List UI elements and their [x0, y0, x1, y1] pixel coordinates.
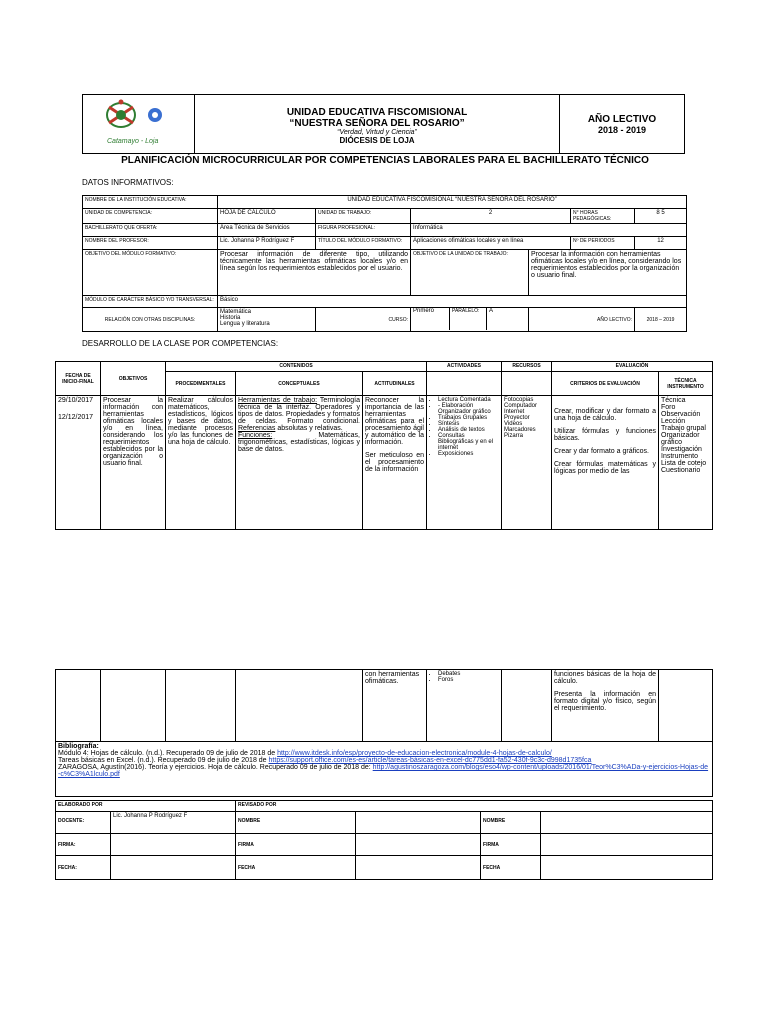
date-start: 29/10/2017 — [58, 397, 94, 404]
bibliography-text: Tareas básicas en Excel. (n.d.). Recuperado 09 de julio de 2018 de — [58, 757, 269, 764]
section-dev-label: DESARROLLO DE LA CLASE POR COMPETENCIAS: — [82, 339, 279, 348]
conceptual-references-text: absolutas y relativas. — [277, 425, 343, 432]
work-unit-value: 2 — [411, 209, 571, 224]
resource-item: Computador — [504, 403, 538, 409]
cont-conceptual — [236, 670, 363, 742]
activities-cell — [427, 396, 502, 530]
relation-values — [218, 308, 316, 332]
institution-title: UNIDAD EDUCATIVA FISCOMISIONAL — [286, 106, 468, 118]
signature-label-2: FIRMA — [236, 834, 356, 856]
date-end: 12/12/2017 — [58, 414, 94, 421]
activity-item: • Lectura Comentada — [438, 397, 499, 403]
header-contents: CONTENIDOS — [166, 362, 427, 372]
relation-label: RELACIÓN CON OTRAS DISCIPLINAS: — [83, 308, 218, 332]
school-motto: “Verdad, Virtud y Ciencia” — [337, 128, 417, 136]
resource-item: Internet — [504, 409, 525, 415]
header-evaluation: EVALUACIÓN — [552, 362, 713, 372]
name-value-2 — [541, 812, 713, 834]
continuation-table — [55, 669, 713, 797]
header-resources: RECURSOS — [502, 362, 552, 372]
teacher-label: NOMBRE DEL PROFESOR: — [83, 237, 218, 250]
technique-item: Investigación — [661, 446, 702, 453]
bibliography-entry — [58, 764, 710, 778]
objective-cell: Procesar la información con herramientas ofimáticas locales y/o en línea, considerando los requerimientos establecidos por la organización o usuario final. — [101, 396, 166, 530]
cont-resources — [502, 670, 552, 742]
prepared-label: ELABORADO POR — [56, 801, 236, 812]
bibliography-label: Bibliografía: — [58, 743, 99, 750]
header-activities-blank — [427, 372, 502, 396]
criteria-item: Presenta la información en formato digital y/o físico, según el requerimiento. — [554, 691, 656, 712]
activity-item: • Síntesis — [438, 421, 499, 427]
technique-item: Cuestionario — [661, 467, 701, 474]
parallel-value: A — [486, 308, 493, 330]
technique-item: Foro — [661, 404, 676, 411]
cont-criteria — [552, 670, 659, 742]
resource-item: Fotocopias — [504, 397, 534, 403]
relation-item: Lengua y literatura — [220, 321, 270, 327]
conceptual-cell — [236, 396, 363, 530]
cont-attitudinal: con herramientas ofimáticas. — [363, 670, 427, 742]
header-attitudinal: ACTITUDINALES — [363, 372, 427, 396]
date-label: FECHA: — [56, 856, 111, 880]
module-type-value: Básico — [218, 296, 687, 308]
signature-label: FIRMA: — [56, 834, 111, 856]
activity-item: • Exposiciones — [438, 451, 499, 457]
institution-value: UNIDAD EDUCATIVA FISCOMISIONAL “NUESTRA SEÑORA DEL ROSARIO” — [218, 196, 687, 209]
name-label-2: NOMBRE — [481, 812, 541, 834]
signature-label-3: FIRMA — [481, 834, 541, 856]
header-table — [82, 94, 685, 154]
header-technique: TÉCNICA INSTRUMENTO — [659, 372, 713, 396]
hours-label: N° HORAS PEDAGÓGICAS: — [571, 209, 635, 224]
reviewed-label: REVISADO POR — [236, 801, 713, 812]
resource-item: Pizarra — [504, 433, 524, 439]
bibliography-text: Módulo 4: Hojas de cálculo. (n.d.). Recuperado 09 de julio de 2018 de — [58, 750, 278, 757]
header-objectives: OBJETIVOS — [101, 362, 166, 396]
activity-item: • Consultas Bibliográficas y en el internet — [438, 433, 499, 451]
conceptual-functions-link: Funciones: — [238, 432, 273, 439]
bibliography-entry — [58, 757, 710, 764]
header-resources-blank — [502, 372, 552, 396]
module-type-label: MÓDULO DE CARÁCTER BÁSICO Y/O TRANSVERSAL: — [83, 296, 218, 308]
header-dates: FECHA DE INICIO-FINAL — [56, 362, 101, 396]
header-activities: ACTIVIDADES — [427, 362, 502, 372]
technique-item: Instrumento — [661, 453, 698, 460]
attitudinal-item: Ser meticuloso en el procesamiento de la información — [365, 452, 424, 473]
attitudinal-item: Reconocer la importancia de las herramientas ofimáticas para el procesamiento ágil y automático de la información. — [365, 397, 424, 446]
signature-value-2 — [356, 834, 481, 856]
activity-item: • Debates — [438, 671, 499, 677]
year-cell — [560, 95, 685, 154]
technique-item: Técnica — [661, 397, 686, 404]
header-criteria: CRITERIOS DE EVALUACIÓN — [552, 372, 659, 396]
teacher-sign-label: DOCENTE: — [56, 812, 111, 834]
course-label-text: CURSO: — [388, 316, 408, 323]
technique-item: Lección — [661, 418, 686, 425]
criteria-item: Crear y dar formato a gráficos. — [554, 448, 649, 455]
technique-item: Lista de cotejo — [661, 460, 707, 467]
work-unit-label: UNIDAD DE TRABAJO: — [316, 209, 411, 224]
bibliography-link[interactable]: https://support.office.com/es-es/article/tareas-básicas-en-excel-dc775dd1-fa52-430f-9c3c-d998d1735fca — [268, 757, 592, 764]
logo-caption: Catamayo - Loja — [107, 138, 159, 145]
unit-objective-value: Procesar la información con herramientas ofimáticas locales y/o en línea, considerando los requerimientos establecidos por la organización o usuario final. — [529, 250, 687, 296]
header-title-cell — [195, 95, 560, 154]
school-logo-icon — [85, 97, 193, 139]
conceptual-functions-text: Matemáticas, trigonométricas, estadísticas, lógicas y base de datos. — [238, 432, 360, 453]
module-objective-label: OBJETIVO DEL MÓDULO FORMATIVO: — [83, 250, 218, 296]
date-value — [111, 856, 236, 880]
year-value: 2018 - 2019 — [597, 124, 647, 135]
bibliography-cell — [56, 742, 713, 797]
bach-value: Área Técnica de Servicios — [218, 224, 316, 237]
parallel-label: PARALELO: — [449, 308, 486, 330]
teacher-value: Lic. Johanna P Rodríguez F — [218, 237, 316, 250]
date-value-3 — [541, 856, 713, 880]
professional-value: Informática — [411, 224, 687, 237]
year-info-value: 2018 – 2019 — [635, 308, 687, 332]
signature-value — [111, 834, 236, 856]
criteria-item: Crear fórmulas matemáticas y lógicas por medio de las — [554, 461, 656, 475]
criteria-item: funciones básicas de la hoja de cálculo. — [554, 671, 656, 685]
module-title-label: TÍTULO DEL MÓDULO FORMATIVO: — [316, 237, 411, 250]
competence-label: UNIDAD DE COMPETENCIA: — [83, 209, 218, 224]
criteria-cell — [552, 396, 659, 530]
development-table — [55, 361, 713, 530]
technique-item: Trabajo grupal — [661, 425, 706, 432]
unit-objective-label: OBJETIVO DE LA UNIDAD DE TRABAJO: — [411, 250, 529, 296]
module-objective-value: Procesar información de diferente tipo, utilizando técnicamente las herramientas ofimáticas locales y/o en línea según los requerimientos establecidos por el usuario. — [218, 250, 411, 296]
name-label: NOMBRE — [236, 812, 356, 834]
technique-item: Observación — [661, 411, 701, 418]
diocese: DIÓCESIS DE LOJA — [339, 135, 415, 145]
signature-table — [55, 800, 713, 880]
cont-activities — [427, 670, 502, 742]
course-parallel-cell — [411, 308, 529, 332]
section-info-label: DATOS INFORMATIVOS: — [82, 178, 174, 187]
activity-item: • Trabajos Grupales — [438, 415, 499, 421]
course-value: Primero — [413, 308, 435, 314]
info-table — [82, 195, 687, 332]
resources-cell — [502, 396, 552, 530]
year-info-label — [529, 308, 635, 332]
cont-procedural — [166, 670, 236, 742]
document-title: PLANIFICACIÓN MICROCURRICULAR POR COMPETENCIAS LABORALES PARA EL BACHILLERATO TÉCNICO — [121, 155, 649, 166]
signature-value-3 — [541, 834, 713, 856]
activity-item: • Foros — [438, 677, 499, 683]
module-title-value: Aplicaciones ofimáticas locales y en línea — [411, 237, 571, 250]
periods-value: 12 — [635, 237, 687, 250]
bibliography-link[interactable]: http://agustinoszaragoza.com/blogs/eso4/wp-content/uploads/2016/01/Teor%C3%ADa-y-ejercicios-Hojas-de-c%C3%A1lculo.pdf — [58, 764, 709, 778]
resource-item: Proyector — [504, 415, 530, 421]
conceptual-tools-link: Herramientas de trabajo: — [238, 397, 318, 404]
header-conceptual: CONCEPTUALES — [236, 372, 363, 396]
criteria-item: Utilizar fórmulas y funciones básicas. — [554, 428, 656, 442]
cont-objective — [101, 670, 166, 742]
cont-technique — [659, 670, 713, 742]
date-label-3: FECHA — [481, 856, 541, 880]
technique-item: Organizador gráfico — [661, 432, 700, 446]
activity-item: • Análisis de textos — [438, 427, 499, 433]
dates-cell — [56, 396, 101, 530]
bach-label: BACHILLERATO QUE OFERTA: — [83, 224, 218, 237]
periods-label: Nº DE PERIODOS — [571, 237, 635, 250]
school-name: “NUESTRA SEÑORA DEL ROSARIO” — [289, 117, 465, 129]
header-procedural: PROCEDIMENTALES — [166, 372, 236, 396]
bibliography-entry — [58, 750, 710, 757]
logo-cell — [83, 95, 195, 154]
relation-item: Historia — [220, 315, 241, 321]
bibliography-text: ZARAGOSA, Agustín(2016). Teoría y ejercicios. Hoja de cálculo. Recuperado 09 de julio de 2018 de: — [58, 764, 373, 771]
professional-label: FIGURA PROFESIONAL: — [316, 224, 411, 237]
criteria-item: Crear, modificar y dar formato a una hoja de cálculo. — [554, 408, 656, 422]
hours-value: 8 5 — [635, 209, 687, 224]
course-label — [316, 308, 411, 332]
bibliography-link[interactable]: http://www.itdesk.info/esp/proyecto-de-educacion-electronica/module-4-hojas-de-calculo/ — [277, 750, 552, 757]
attitudinal-cell — [363, 396, 427, 530]
year-info-label-text: AÑO LECTIVO: — [596, 316, 632, 323]
relation-item: Matemática — [220, 309, 252, 315]
date-value-2 — [356, 856, 481, 880]
conceptual-references-link: Referencias — [238, 425, 276, 432]
technique-cell — [659, 396, 713, 530]
date-label-2: FECHA — [236, 856, 356, 880]
teacher-sign-value: Lic. Johanna P Rodríguez F — [111, 812, 236, 834]
name-value — [356, 812, 481, 834]
activity-item: • - Elaboración Organizador gráfico — [438, 403, 499, 415]
conceptual-tools-text: Terminología técnica de la interfaz. Operadores y tipos de datos. Propiedades y formatos de celdas. Formato condicional. — [238, 397, 360, 425]
procedural-cell: Realizar cálculos matemáticos, estadísticos, lógicos y bases de datos, mediante procesos y/o las funciones de una hoja de cálculo. — [166, 396, 236, 530]
year-label: AÑO LECTIVO — [587, 113, 657, 125]
cont-dates — [56, 670, 101, 742]
institution-label: NOMBRE DE LA INSTITUCIÓN EDUCATIVA: — [83, 196, 218, 209]
competence-value: HOJA DE CÁLCULO — [218, 209, 316, 224]
resource-item: Videos — [504, 421, 523, 427]
resource-item: Marcadores — [504, 427, 536, 433]
